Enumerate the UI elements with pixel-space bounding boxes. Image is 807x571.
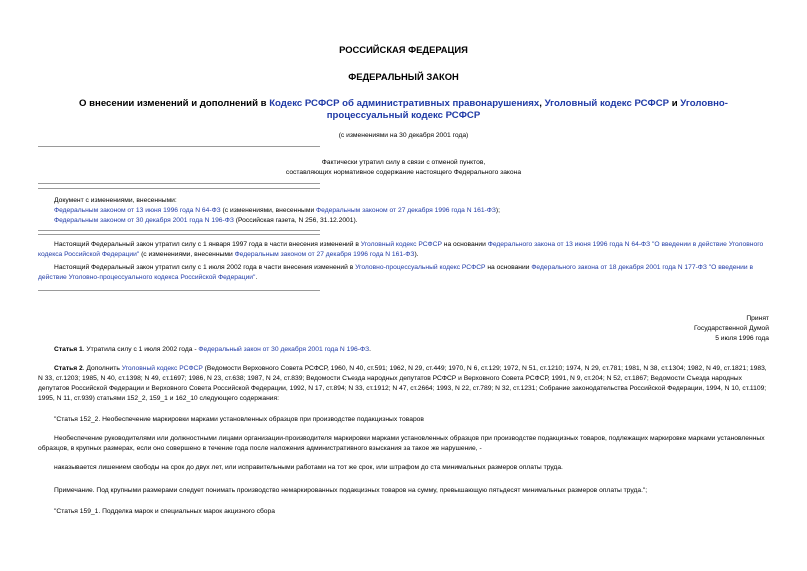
article-1-label: Статья 1 xyxy=(54,346,83,353)
quote-paragraph-2: наказывается лишением свободы на срок до двух лет, или исправительными работами на тот же срок, или штрафом до ста минимальных размеров оплаты труда. xyxy=(54,464,563,471)
expiry-text: на основании xyxy=(485,264,532,271)
divider xyxy=(38,290,320,291)
country-heading: РОССИЙСКАЯ ФЕДЕРАЦИЯ xyxy=(339,44,468,55)
link-uk-rsfsr[interactable]: Уголовный кодекс РСФСР xyxy=(544,98,670,109)
expiry-text: на основании xyxy=(441,241,488,248)
edition-note: (с изменениями на 30 декабря 2001 года) xyxy=(338,132,469,139)
validity-line-1: Фактически утратил силу в связи с отменой пунктов, xyxy=(321,159,486,166)
expiry-text: . xyxy=(255,274,258,281)
adopted-line-3: 5 июля 1996 года xyxy=(715,335,769,342)
quote-paragraph-1: Необеспечение руководителями или должностными лицами организации-производителя маркировки марками установленных образцов при производстве подакцизных товаров, подлежащих маркировке марками установленных образцов, в крупных размерах, если оно совершено в течение года после наложения административного взыскания за такое же нарушение, - xyxy=(38,435,765,452)
article-1-end: . xyxy=(369,346,371,353)
expiry-text: ). xyxy=(414,251,419,258)
divider xyxy=(38,234,320,235)
link-fz-161-2[interactable]: Федеральным законом от 27 декабря 1996 года N 161-ФЗ xyxy=(234,251,415,258)
link-upk-rsfsr-2[interactable]: Уголовно-процессуальный кодекс РСФСР xyxy=(355,264,486,271)
link-fz-161[interactable]: Федеральным законом от 27 декабря 1996 года N 161-ФЗ xyxy=(316,207,496,214)
amendment-row xyxy=(54,206,774,216)
title-sep: и xyxy=(669,98,681,109)
expiry-text: Настоящий Федеральный закон утратил силу с 1 июля 2002 года в части внесения изменений в xyxy=(54,264,356,271)
amendment-text: (с изменениями, внесенными xyxy=(220,207,317,214)
expiry-paragraph-1 xyxy=(38,240,773,260)
validity-line-2: составляющих нормативное содержание настоящего Федерального закона xyxy=(285,169,522,176)
divider xyxy=(38,183,320,184)
divider xyxy=(38,146,320,147)
link-fz-196[interactable]: Федеральным законом от 30 декабря 2001 года N 196-ФЗ xyxy=(54,217,234,224)
link-uk-rsfsr-2[interactable]: Уголовный кодекс РСФСР xyxy=(360,241,442,248)
amendments-intro: Документ с изменениями, внесенными: xyxy=(54,197,177,204)
link-koap-rsfsr[interactable]: Кодекс РСФСР об административных правонарушениях xyxy=(269,98,540,109)
divider xyxy=(38,230,320,231)
article-2-text: (Ведомости Верховного Совета РСФСР, 1960, N 40, ст.591; 1962, N 29, ст.449; 1970, N 6, ст.129; 1972, N 51, ст.1210; 1974, N 29, ст.781; 1981, N 38, ст.1304; 1982, N 49, ст.1821; 1983, N 33, ст.1203; 1985, N 40, ст.1398; N 49, ст.1697; 1986, N 23, ст.638; 1987, N 24, ст.839; Ведомости Съезда народных депутатов РСФСР и Верховного Совета РСФСР, 1991, N 9, ст.204; N 52, ст.1867; Ведомости Съезда народных депутатов Российской Федерации и Верховного Совета Российской Федерации, 1992, N 17, ст.894; N 33, ст.1912; N 47, ст.2664; 1993, N 22, ст.789; N 32, ст.1231; Собрание законодательства Российской Федерации, 1994, N 10, ст.1109; 1995, N 11, ст.939) статьями 152_2, 159_1 и 162_10 следующего содержания: xyxy=(38,365,767,402)
quote-heading-159-1: "Статья 159_1. Подделка марок и специальных марок акцизного сбора xyxy=(54,508,275,515)
amendment-row xyxy=(54,216,774,226)
title-sep: , xyxy=(539,98,545,109)
expiry-paragraph-2 xyxy=(38,263,773,283)
quote-note: Примечание. Под крупными размерами следует понимать производство немаркированных подакцизных товаров на сумму, превышающую пятьдесят минимальных размеров оплаты труда."; xyxy=(54,487,648,494)
document-title xyxy=(50,98,757,122)
adopted-line-1: Принят xyxy=(746,315,769,322)
expiry-text: Настоящий Федеральный закон утратил силу с 1 января 1997 года в части внесения изменений в xyxy=(54,241,361,248)
adopted-line-2: Государственной Думой xyxy=(694,325,769,332)
article-1 xyxy=(38,345,773,355)
article-2-label: Статья 2 xyxy=(54,365,83,372)
amendment-text: (Российская газета, N 256, 31.12.2001). xyxy=(233,217,358,224)
amendment-text: ); xyxy=(495,207,501,214)
divider xyxy=(38,188,320,189)
link-fz-196-2[interactable]: Федеральный закон от 30 декабря 2001 года N 196-ФЗ xyxy=(198,346,370,353)
expiry-text: (с изменениями, внесенными xyxy=(139,251,235,258)
article-1-text: . Утратила силу с 1 июля 2002 года - xyxy=(82,346,199,353)
link-fz-64-full[interactable]: Федерального закона от 13 июня 1996 года N 64-ФЗ "О введении в действие Уголовного кодекса Российской Федерации" xyxy=(38,241,764,258)
link-fz-64[interactable]: Федеральным законом от 13 июня 1996 года N 64-ФЗ xyxy=(54,207,221,214)
article-2 xyxy=(38,364,773,404)
link-upk-rsfsr[interactable]: Уголовно-процессуальный кодекс РСФСР xyxy=(326,98,728,121)
law-type-heading: ФЕДЕРАЛЬНЫЙ ЗАКОН xyxy=(348,71,459,82)
link-uk-rsfsr-3[interactable]: Уголовный кодекс РСФСР xyxy=(121,365,203,372)
link-fz-177-full[interactable]: Федерального закона от 18 декабря 2001 года N 177-ФЗ "О введении в действие Уголовно-процессуального кодекса Российской Федерации" xyxy=(38,264,754,281)
article-2-text: . Дополнить xyxy=(82,365,122,372)
quote-heading-152-2: "Статья 152_2. Необеспечение маркировки марками установленных образцов при производстве подакцизных товаров xyxy=(54,416,424,423)
title-prefix: О внесении изменений и дополнений в xyxy=(79,98,270,109)
